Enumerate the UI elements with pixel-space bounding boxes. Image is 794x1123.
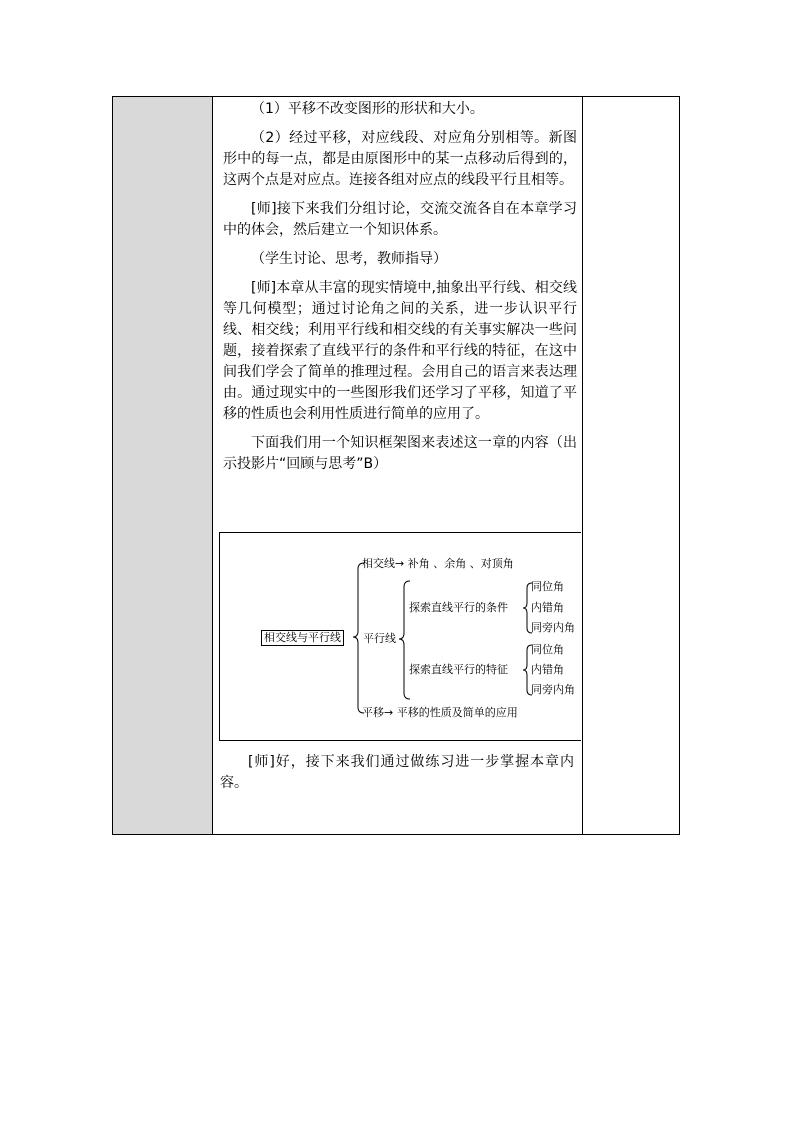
diagram-leaf: 同位角	[531, 580, 564, 593]
left-column	[113, 97, 213, 834]
diagram-branch-intersecting: 相交线→ 补角 、余角 、对顶角	[362, 557, 514, 570]
diagram-leaf: 内错角	[531, 601, 564, 614]
diagram-sub-characteristics: 探索直线平行的特征	[409, 663, 508, 676]
diagram-leaf: 同位角	[531, 643, 564, 656]
diagram-leaf: 同旁内角	[531, 621, 575, 634]
paragraph-3: [师]接下来我们分组讨论，交流交流各自在本章学习中的体会，然后建立一个知识体系。	[223, 201, 577, 238]
lesson-content	[223, 99, 577, 483]
diagram-branch-parallel: 平行线	[363, 632, 396, 645]
diagram-leaf: 内错角	[531, 663, 564, 676]
closing-block	[220, 752, 574, 794]
diagram-leaf: 同旁内角	[531, 683, 575, 696]
closing-paragraph: [师]好，接下来我们通过做练习进一步掌握本章内容。	[220, 754, 574, 791]
diagram-root: 相交线与平行线	[261, 630, 344, 646]
knowledge-framework-diagram	[219, 532, 581, 741]
right-column-divider	[582, 97, 583, 834]
paragraph-5: [师]本章从丰富的现实情境中,抽象出平行线、相交线等几何模型；通过讨论角之间的关系，进一步认识平行线、相交线；利用平行线和相交线的有关事实解决一些问题，接着探索了直线平行的条件和平行线的特征，在这中间我们学会了简单的推理过程。会用自己的语言来表达理由。通过现实中的一些图形我们还学习了平移，知道了平移的性质也会利用性质进行简单的应用了。	[223, 280, 577, 422]
paragraph-6: 下面我们用一个知识框架图来表述这一章的内容（出示投影片“回顾与思考”B）	[223, 435, 577, 472]
paragraph-1: （1）平移不改变图形的形状和大小。	[251, 101, 484, 117]
paragraph-4: （学生讨论、思考，教师指导）	[251, 251, 447, 267]
paragraph-2: （2）经过平移，对应线段、对应角分别相等。新图形中的每一点，都是由原图形中的某一点移动后得到的，这两个点是对应点。连接各组对应点的线段平行且相等。	[223, 130, 577, 188]
diagram-sub-conditions: 探索直线平行的条件	[409, 601, 508, 614]
diagram-branch-translation: 平移→ 平移的性质及简单的应用	[362, 706, 518, 719]
